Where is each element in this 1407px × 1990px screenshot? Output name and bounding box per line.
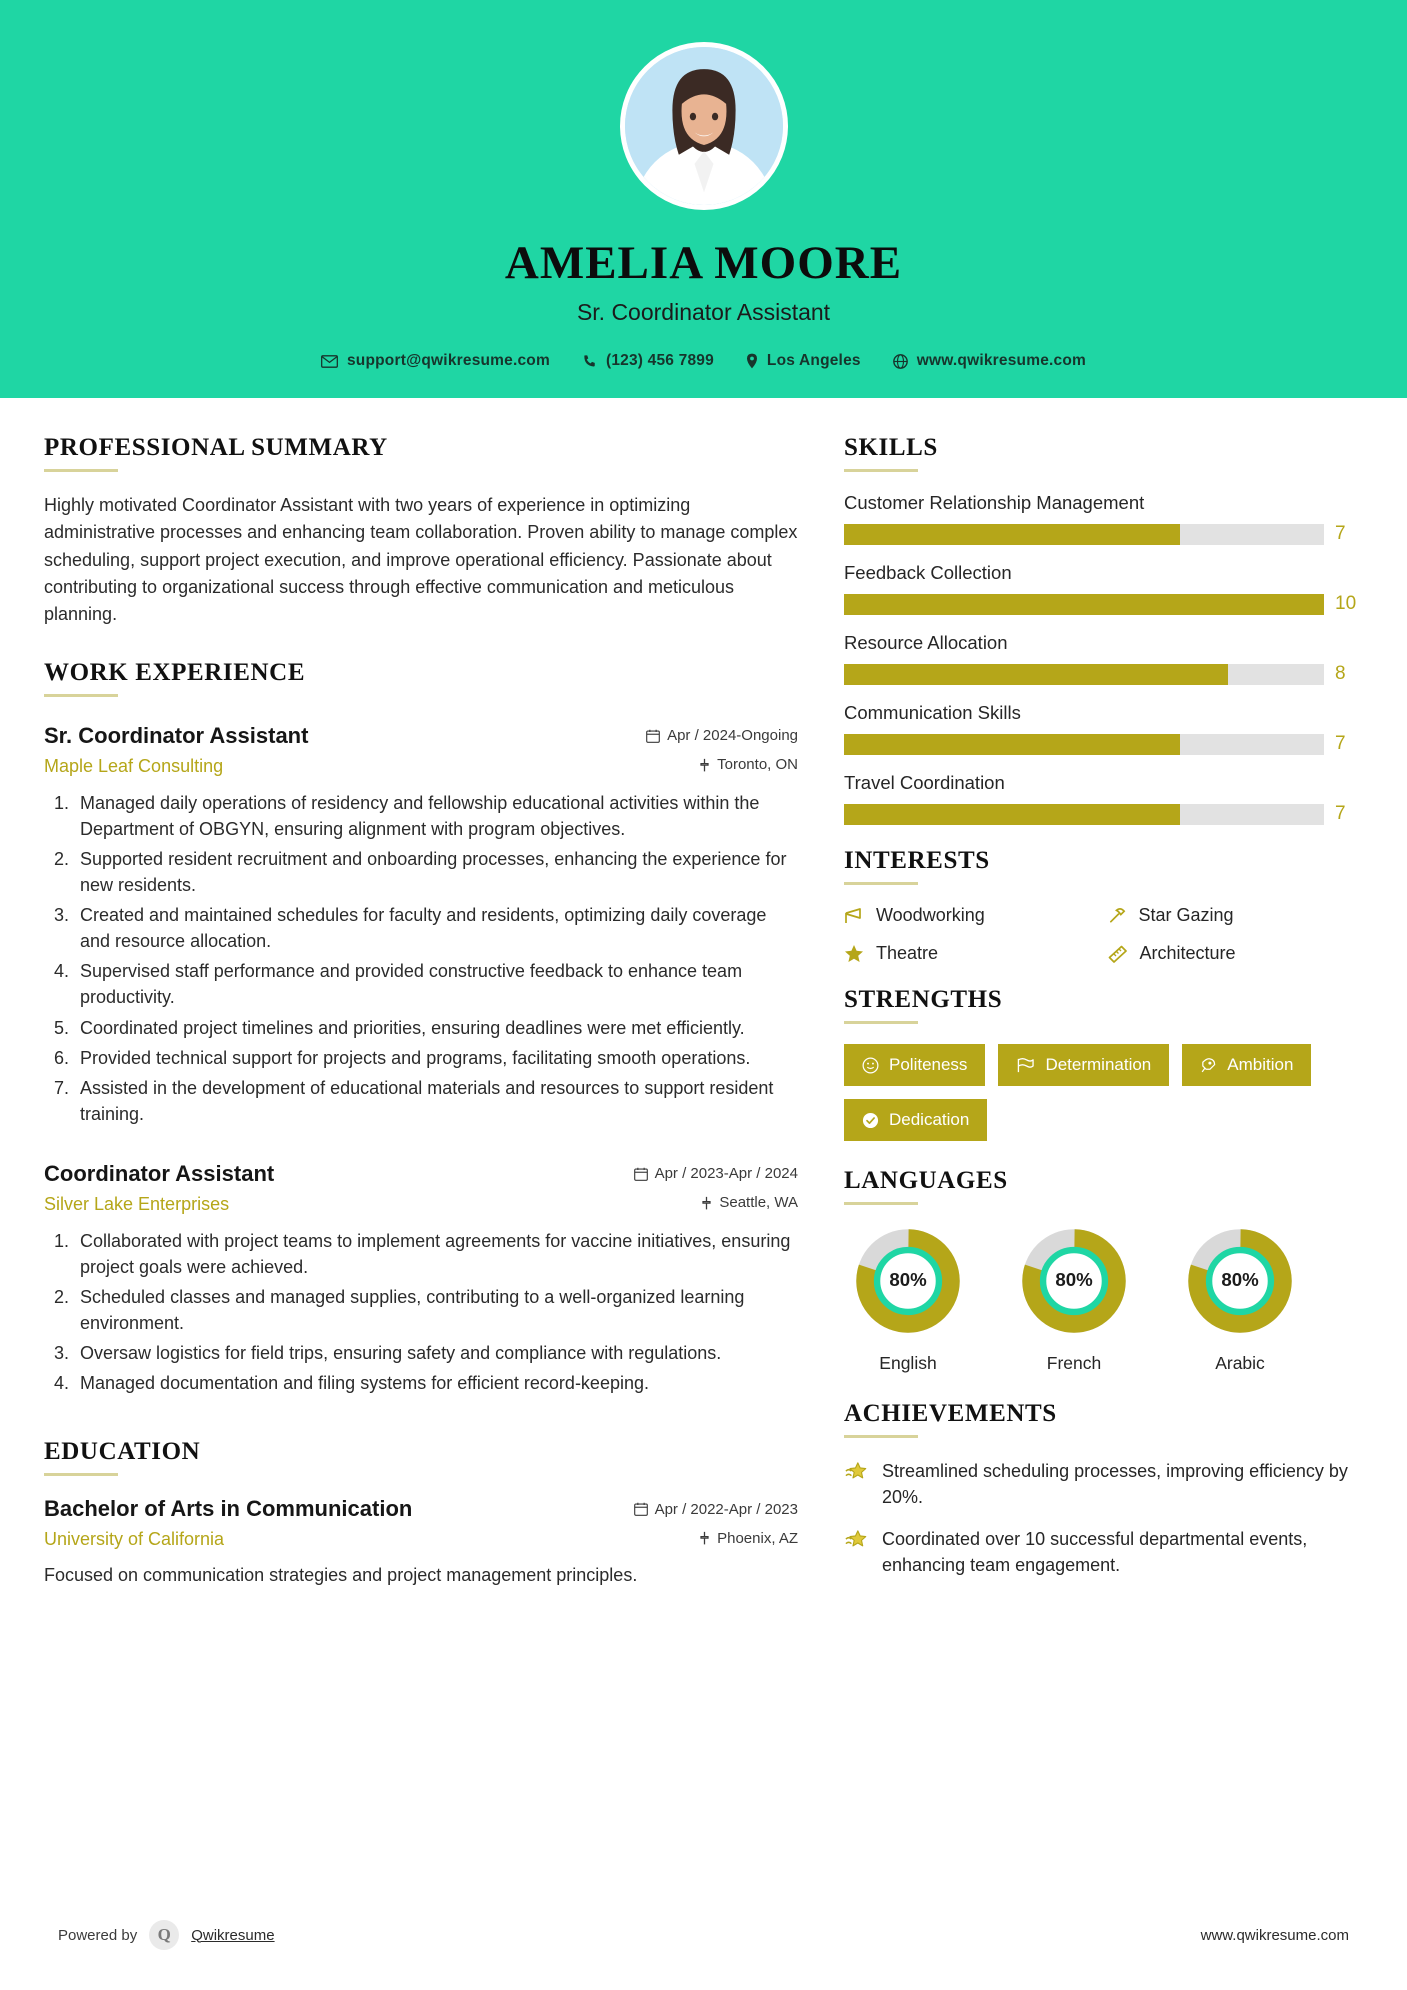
education-degree: Bachelor of Arts in Communication <box>44 1496 413 1522</box>
list-item: 3. Created and maintained schedules for faculty and residents, optimizing daily coverage and resource allocation. <box>74 902 798 954</box>
skill-value: 8 <box>1335 663 1346 684</box>
section-interests <box>844 847 1363 964</box>
language-label: Arabic <box>1215 1353 1265 1373</box>
achievement-text: Coordinated over 10 successful departmental events, enhancing team engagement. <box>882 1529 1308 1576</box>
achievement-item <box>844 1458 1363 1510</box>
calendar-icon <box>634 1502 648 1516</box>
list-item: 7. Assisted in the development of educational materials and resources to support resident training. <box>74 1075 798 1127</box>
left-column <box>44 398 844 1594</box>
skill-item <box>844 632 1363 685</box>
right-column <box>844 398 1363 1594</box>
powered-by <box>58 1920 275 1950</box>
experience-title: Coordinator Assistant <box>44 1160 275 1186</box>
skill-value: 7 <box>1335 733 1346 754</box>
skill-bar-track <box>844 804 1324 825</box>
strength-chip <box>998 1044 1169 1086</box>
qwikresume-brand-link[interactable]: Qwikresume <box>191 1926 275 1944</box>
language-donut-chart <box>1018 1225 1130 1337</box>
interest-item <box>844 943 1100 964</box>
language-label: French <box>1046 1353 1102 1373</box>
section-languages <box>844 1167 1363 1374</box>
strength-label: Ambition <box>1227 1055 1294 1074</box>
contact-website-text: www.qwikresume.com <box>916 352 1086 369</box>
experience-location <box>699 756 798 773</box>
experience-company: Maple Leaf Consulting <box>44 755 224 776</box>
section-skills <box>844 434 1363 825</box>
skill-bar-fill <box>844 734 1180 755</box>
experience-bullets <box>44 1228 798 1397</box>
skill-label: Customer Relationship Management <box>844 492 1145 513</box>
contact-email-text: support@qwikresume.com <box>346 352 550 369</box>
experience-heading: WORK EXPERIENCE <box>44 658 306 686</box>
skills-heading: SKILLS <box>844 434 938 461</box>
email-icon <box>321 355 338 368</box>
interest-item <box>1108 905 1364 926</box>
summary-text: Highly motivated Coordinator Assistant with two years of experience in optimizing administrative processes and enhancing team collaboration. Proven ability to manage complex scheduling, support project execution, and improve operational efficiency. Passionate about contributing to organizational success through effective communication and meticulous planning. <box>44 495 798 625</box>
education-description: Focused on communication strategies and project management principles. <box>44 1565 638 1586</box>
section-divider <box>44 1473 118 1476</box>
experience-date <box>646 727 798 744</box>
star-icon <box>844 944 864 963</box>
achievement-item <box>844 1526 1363 1578</box>
badge-star-icon <box>844 1529 868 1578</box>
section-professional-summary <box>44 434 798 629</box>
experience-date <box>634 1165 798 1182</box>
experience-item <box>44 723 798 1127</box>
education-school: University of California <box>44 1529 225 1550</box>
pin-icon <box>699 758 710 772</box>
skill-label: Travel Coordination <box>844 772 1005 793</box>
section-divider <box>844 1435 918 1438</box>
hammer-icon <box>1108 907 1127 925</box>
education-date <box>634 1501 798 1518</box>
list-item: 1. Managed daily operations of residency and fellowship educational activities within the Department of OBGYN, ensuring alignment with program objectives. <box>74 790 798 842</box>
experience-bullets <box>44 790 798 1127</box>
language-donut-chart <box>852 1225 964 1337</box>
skill-item <box>844 702 1363 755</box>
languages-heading: LANGUAGES <box>844 1167 1008 1194</box>
strengths-heading: STRENGTHS <box>844 986 1003 1013</box>
skill-bar-track <box>844 664 1324 685</box>
contact-location <box>735 352 872 370</box>
megaphone-icon <box>844 907 864 925</box>
interest-item <box>844 905 1100 926</box>
strength-label: Politeness <box>889 1055 968 1074</box>
skill-label: Feedback Collection <box>844 562 1012 583</box>
experience-date-text: Apr / 2023-Apr / 2024 <box>654 1165 798 1183</box>
language-donut-chart <box>1184 1225 1296 1337</box>
strength-chip <box>844 1044 985 1086</box>
avatar <box>620 42 788 210</box>
skill-bar-track <box>844 734 1324 755</box>
section-divider <box>44 469 118 472</box>
list-item: 6. Provided technical support for projects and programs, facilitating smooth operations. <box>74 1045 798 1071</box>
experience-location-text: Seattle, WA <box>719 1194 798 1212</box>
interest-label: Architecture <box>1139 943 1236 963</box>
section-divider <box>44 694 118 697</box>
skill-value: 7 <box>1335 523 1346 544</box>
strength-chip <box>1182 1044 1311 1086</box>
education-heading: EDUCATION <box>44 1438 201 1466</box>
interest-label: Star Gazing <box>1138 905 1234 925</box>
badge-star-icon <box>844 1461 868 1510</box>
contact-row <box>0 352 1407 370</box>
map-pin-icon <box>746 353 758 369</box>
language-item <box>1010 1225 1138 1374</box>
section-education <box>44 1438 798 1589</box>
resume-header <box>0 0 1407 398</box>
list-item: 4. Supervised staff performance and provided constructive feedback to enhance team productivity. <box>74 958 798 1010</box>
page-footer <box>0 1920 1407 1950</box>
skill-bar-fill <box>844 524 1180 545</box>
globe-icon <box>893 354 908 369</box>
svg-text:80%: 80% <box>1221 1269 1259 1291</box>
avatar-photo <box>625 47 783 205</box>
job-role-subtitle: Sr. Coordinator Assistant <box>576 299 831 325</box>
achievement-text: Streamlined scheduling processes, improving efficiency by 20%. <box>882 1461 1348 1508</box>
list-item: 2. Supported resident recruitment and onboarding processes, enhancing the experience for new residents. <box>74 846 798 898</box>
skill-label: Communication Skills <box>844 702 1021 723</box>
pin-icon <box>699 1531 710 1545</box>
education-location-text: Phoenix, AZ <box>717 1529 798 1547</box>
interest-item <box>1108 943 1364 964</box>
list-item: 4. Managed documentation and filing systems for efficient record-keeping. <box>74 1370 798 1396</box>
experience-title: Sr. Coordinator Assistant <box>44 722 309 748</box>
qwikresume-logo-icon: Q <box>149 1920 179 1950</box>
list-item: 5. Coordinated project timelines and priorities, ensuring deadlines were met efficiently. <box>74 1015 798 1041</box>
skill-value: 10 <box>1335 593 1357 614</box>
section-divider <box>844 1021 918 1024</box>
skill-item <box>844 772 1363 825</box>
list-item: 1. Collaborated with project teams to implement agreements for vaccine initiatives, ensuring project goals were achieved. <box>74 1228 798 1280</box>
language-item <box>1176 1225 1304 1374</box>
skill-bar-fill <box>844 594 1324 615</box>
ruler-icon <box>1108 945 1128 963</box>
interest-label: Woodworking <box>876 905 985 925</box>
education-location <box>699 1530 798 1547</box>
rocket-icon <box>1200 1057 1217 1074</box>
skill-item <box>844 562 1363 615</box>
summary-heading: PROFESSIONAL SUMMARY <box>44 434 388 461</box>
experience-location <box>701 1194 798 1211</box>
experience-company: Silver Lake Enterprises <box>44 1193 230 1214</box>
strength-label: Determination <box>1045 1055 1152 1074</box>
language-label: English <box>879 1353 937 1373</box>
skill-label: Resource Allocation <box>844 632 1008 653</box>
svg-text:80%: 80% <box>1055 1269 1093 1291</box>
skill-bar-track <box>844 524 1324 545</box>
skill-item <box>844 492 1363 545</box>
skill-bar-fill <box>844 664 1228 685</box>
flag-icon <box>1016 1057 1035 1074</box>
svg-text:80%: 80% <box>889 1269 927 1291</box>
education-item <box>44 1496 798 1589</box>
contact-phone[interactable] <box>571 352 725 370</box>
language-item <box>844 1225 972 1374</box>
footer-url[interactable]: www.qwikresume.com <box>1200 1926 1349 1944</box>
section-divider <box>844 1202 918 1205</box>
resume-body <box>0 398 1407 1594</box>
strength-label: Dedication <box>889 1110 970 1129</box>
skill-bar-track <box>844 594 1324 615</box>
skill-value: 7 <box>1335 803 1346 824</box>
contact-website[interactable] <box>882 352 1097 370</box>
education-date-text: Apr / 2022-Apr / 2023 <box>654 1500 798 1518</box>
check-circle-icon <box>862 1112 879 1129</box>
contact-email[interactable] <box>310 352 561 370</box>
experience-location-text: Toronto, ON <box>717 756 798 774</box>
page-title: AMELIA MOORE <box>504 237 903 289</box>
experience-date-text: Apr / 2024-Ongoing <box>667 727 798 745</box>
section-strengths <box>844 986 1363 1141</box>
phone-icon <box>582 354 597 369</box>
list-item: 2. Scheduled classes and managed supplies, contributing to a well-organized learning environment. <box>74 1284 798 1336</box>
smiley-icon <box>862 1057 879 1074</box>
interest-label: Theatre <box>876 943 939 963</box>
interests-heading: INTERESTS <box>844 847 990 874</box>
calendar-icon <box>646 729 660 743</box>
calendar-icon <box>634 1167 648 1181</box>
achievements-heading: ACHIEVEMENTS <box>844 1400 1057 1427</box>
section-divider <box>844 882 918 885</box>
powered-by-label: Powered by <box>58 1926 138 1944</box>
experience-item <box>44 1161 798 1397</box>
skill-bar-fill <box>844 804 1180 825</box>
contact-phone-text: (123) 456 7899 <box>605 352 714 369</box>
section-work-experience <box>44 659 798 1397</box>
section-achievements <box>844 1400 1363 1578</box>
contact-location-text: Los Angeles <box>766 352 861 369</box>
strength-chip <box>844 1099 987 1141</box>
list-item: 3. Oversaw logistics for field trips, ensuring safety and compliance with regulations. <box>74 1340 798 1366</box>
section-divider <box>844 469 918 472</box>
pin-icon <box>701 1196 712 1210</box>
